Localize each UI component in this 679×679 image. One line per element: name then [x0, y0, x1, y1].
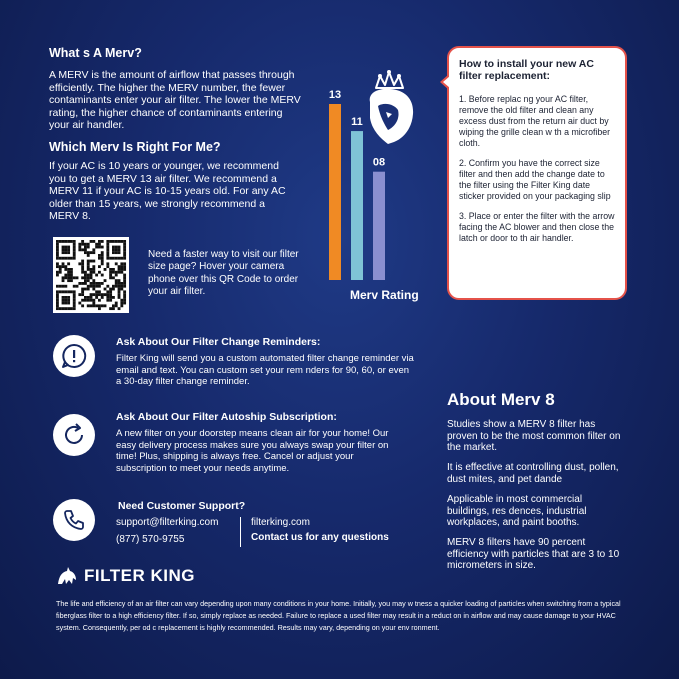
chart-bar-merv-11 [351, 131, 363, 280]
reminders-text: Filter King will send you a custom automated filter change reminder via email and text. You can custom set your rem nders for 90, 60, or even a 30-day filter change reminder. [116, 353, 414, 388]
chart-bar-label-merv-11: 11 [351, 116, 363, 129]
about-merv8-p1: Studies show a MERV 8 filter has proven to be the most common filter on the market. [447, 419, 621, 453]
support-title: Need Customer Support? [118, 500, 246, 512]
support-contact-text: Contact us for any questions [251, 532, 389, 543]
qr-code-pattern [53, 237, 129, 313]
lion-mascot-icon [370, 70, 413, 144]
about-merv8-p2: It is effective at controlling dust, pollen, dust mites, and pet dande [447, 462, 619, 485]
install-title: How to install your new AC filter replacement: [459, 58, 594, 82]
install-step-1: 1. Before replac ng your AC filter, remove the old filter and clean any excess dust from the return air duct by wiping the grille clean w th a microfiber cloth. [459, 94, 611, 148]
about-merv8-p3: Applicable in most commercial buildings, res dences, industrial workplaces, and paint booths. [447, 494, 587, 528]
lion-logo-icon [56, 566, 78, 586]
install-instructions-box [447, 46, 627, 300]
reminders-title: Ask About Our Filter Change Reminders: [116, 336, 321, 348]
which-merv-title: Which Merv Is Right For Me? [49, 140, 221, 154]
autoship-title: Ask About Our Filter Autoship Subscription: [116, 411, 337, 423]
brand-name: FILTER KING [84, 566, 195, 585]
support-phone[interactable]: (877) 570-9755 [116, 534, 185, 545]
phone-icon [53, 499, 95, 541]
chart-x-axis-label: Merv Rating [350, 288, 419, 302]
which-merv-text: If your AC is 10 years or younger, we recommend you to get a MERV 13 air filter. We recommend a MERV 11 if your AC is 10-15 years old. For any AC older than 15 years, we strongly recommend a MERV 8. [49, 160, 286, 222]
brand-logo [56, 566, 195, 586]
support-divider [240, 517, 241, 547]
support-email[interactable]: support@filterking.com [116, 517, 219, 528]
qr-code[interactable] [53, 237, 129, 313]
refresh-icon [53, 414, 95, 456]
about-merv8-p4: MERV 8 filters have 90 percent efficiency with particles that are 3 to 10 micrometers in size. [447, 537, 620, 571]
install-step-2: 2. Confirm you have the correct size filter and then add the change date to the filter using the Filter King date sticker provided on your packaging slip [459, 158, 611, 201]
disclaimer-text: The life and efficiency of an air filter can vary depending upon many conditions in your home. Initially, you may w tness a quicker loading of particles when switching from a typical fiberglass filter to a high efficiency filter. If so, simply replace as needed. Failure to replace a used filter may result in a reduct on in airflow and may cause damage to your HVAC system. Consequently, per od c replacement is highly recommended. Results may vary, depending on your env ronment. [56, 599, 621, 632]
what-is-merv-text: A MERV is the amount of airflow that passes through efficiently. The higher the MERV number, the fewer contaminants enter your air filter. The lower the MERV rating, the higher chance of contaminants entering your air handler. [49, 69, 301, 131]
install-step-3: 3. Place or enter the filter with the arrow facing the AC blower and then close the latch or door to th air handler. [459, 211, 615, 243]
autoship-text: A new filter on your doorstep means clean air for your home! Our easy delivery process makes sure you always swap your filter on time! Plus, shipping is always free. Cancel or adjust your subscription to meet your needs anytime. [116, 428, 389, 474]
merv-rating-chart [318, 58, 446, 308]
what-is-merv-title: What s A Merv? [49, 46, 142, 60]
chart-bar-label-merv-13: 13 [328, 89, 342, 101]
qr-instructions: Need a faster way to visit our filter size page? Hover your camera phone over this QR Code to order your air filter. [148, 249, 299, 297]
about-merv8-title: About Merv 8 [447, 390, 555, 409]
support-website[interactable]: filterking.com [251, 517, 310, 528]
alert-icon [53, 335, 95, 377]
chart-bar-merv-13 [329, 104, 341, 280]
chart-bar-label-merv-08: 08 [372, 156, 386, 169]
chart-bar-merv-08 [373, 172, 385, 280]
